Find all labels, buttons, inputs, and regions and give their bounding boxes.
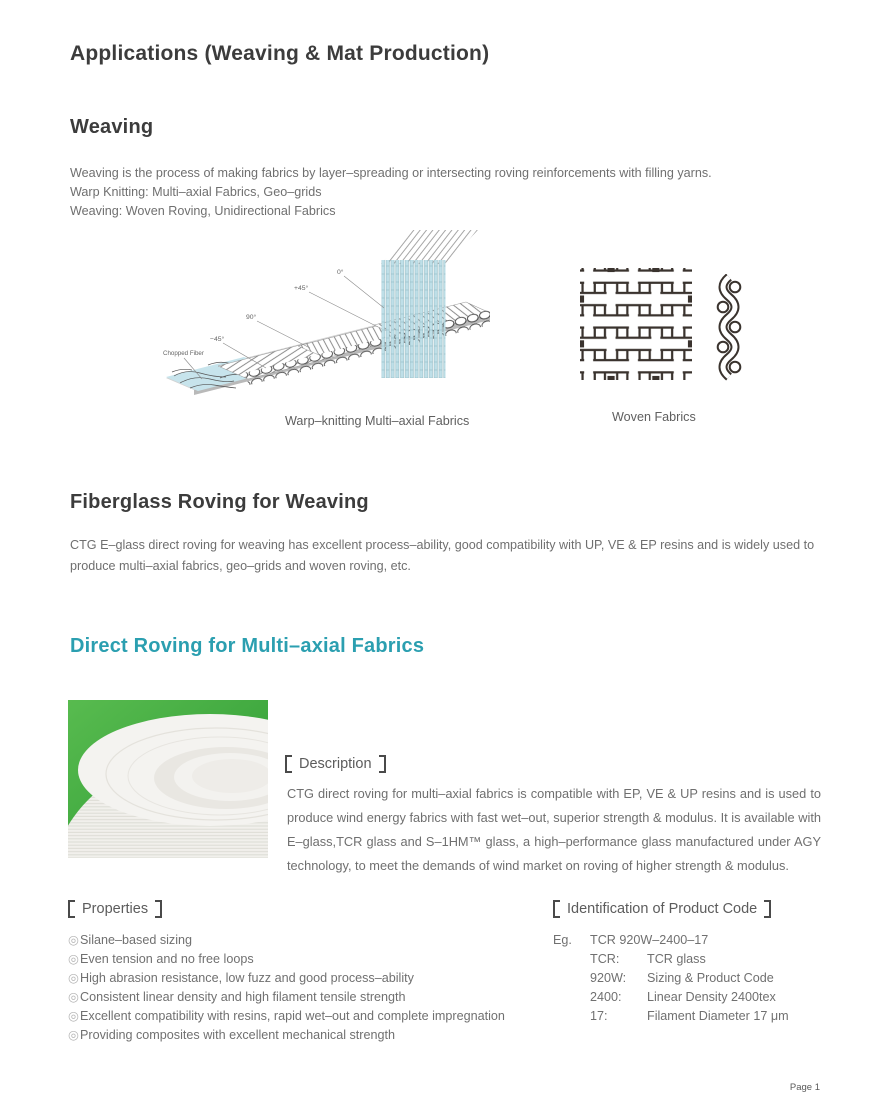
property-text: High abrasion resistance, low fuzz and good process–ability <box>80 971 414 985</box>
weaving-intro <box>70 164 830 221</box>
example-code: TCR 920W–2400–17 <box>590 933 709 947</box>
weave-cross-section-icon <box>712 274 746 382</box>
ring-bullet-icon: ◎ <box>68 971 79 985</box>
property-text: Excellent compatibility with resins, rapid wet–out and complete impregnation <box>80 1009 505 1023</box>
right-bracket-icon <box>764 900 771 918</box>
code-key: 920W: <box>590 971 627 985</box>
product-code-heading-label: Identification of Product Code <box>567 901 758 917</box>
multiaxial-caption: Warp–knitting Multi–axial Fabrics <box>285 414 470 428</box>
page-title: Applications (Weaving & Mat Production) <box>70 42 490 65</box>
label-minus45: −45° <box>210 336 225 343</box>
property-item <box>68 931 538 950</box>
property-item <box>68 1026 538 1045</box>
code-key: 17: <box>590 1009 608 1023</box>
property-item <box>68 950 538 969</box>
properties-heading-label: Properties <box>82 901 149 917</box>
property-text: Silane–based sizing <box>80 933 193 947</box>
fiberglass-section-title: Fiberglass Roving for Weaving <box>70 491 369 513</box>
ring-bullet-icon: ◎ <box>68 952 79 966</box>
left-bracket-icon <box>68 900 75 918</box>
product-section-title: Direct Roving for Multi–axial Fabrics <box>70 635 425 657</box>
property-text: Even tension and no free loops <box>80 952 254 966</box>
intro-line: Warp Knitting: Multi–axial Fabrics, Geo–grids <box>70 185 322 199</box>
properties-heading <box>68 900 162 918</box>
product-code-heading <box>553 900 771 918</box>
intro-line: Weaving: Woven Roving, Unidirectional Fabrics <box>70 204 336 218</box>
left-bracket-icon <box>285 755 292 773</box>
properties-list <box>68 931 538 1045</box>
code-key: 2400: <box>590 990 622 1004</box>
description-body: CTG direct roving for multi–axial fabrics is compatible with EP, VE & UP resins and is used to produce wind energy fabrics with fast wet–out, superior strength & modulus. It is available with E–glass,TCR glass and S–1HM™ glass, a high–performance glass manufactured under AGY technology, to meet the demands of wind market on roving of higher strength & modulus. <box>287 786 821 873</box>
woven-fabric-illustration <box>580 268 692 380</box>
code-value: Sizing & Product Code <box>647 971 774 985</box>
fiberglass-section-body: CTG E–glass direct roving for weaving has excellent process–ability, good compatibility with UP, VE & EP resins and is widely used to produce multi–axial fabrics, geo–grids and woven roving, etc. <box>70 538 815 573</box>
property-text: Providing composites with excellent mechanical strength <box>80 1028 395 1042</box>
code-value: Linear Density 2400tex <box>647 990 776 1004</box>
property-item <box>68 988 538 1007</box>
ring-bullet-icon: ◎ <box>68 1028 79 1042</box>
right-bracket-icon <box>155 900 162 918</box>
vertical-strands-0deg <box>382 260 446 378</box>
right-bracket-icon <box>379 755 386 773</box>
product-code-example <box>553 931 833 950</box>
code-row <box>590 1007 833 1026</box>
ring-bullet-icon: ◎ <box>68 933 79 947</box>
multiaxial-fabric-diagram <box>160 226 490 414</box>
left-bracket-icon <box>553 900 560 918</box>
strand-fan-lines <box>381 230 478 264</box>
code-row <box>590 988 833 1007</box>
ring-bullet-icon: ◎ <box>68 1009 79 1023</box>
ring-bullet-icon: ◎ <box>68 990 79 1004</box>
property-item <box>68 969 538 988</box>
label-plus45: +45° <box>294 285 309 292</box>
weaving-section-title: Weaving <box>70 116 154 138</box>
description-heading-label: Description <box>299 756 372 772</box>
label-0deg: 0° <box>337 269 344 276</box>
description-heading <box>285 755 386 773</box>
label-90deg: 90° <box>246 314 257 321</box>
code-value: Filament Diameter 17 μm <box>647 1009 789 1023</box>
example-label: Eg. <box>553 933 572 947</box>
code-row <box>590 969 833 988</box>
woven-caption: Woven Fabrics <box>612 410 696 424</box>
code-value: TCR glass <box>647 952 706 966</box>
bundle-row <box>244 311 490 385</box>
intro-line: Weaving is the process of making fabrics by layer–spreading or intersecting roving reinforcements with filling yarns. <box>70 166 712 180</box>
page-number: Page 1 <box>789 1082 820 1093</box>
product-code-block <box>553 931 833 1026</box>
property-item <box>68 1007 538 1026</box>
code-row <box>590 950 833 969</box>
roving-product-photo <box>68 700 268 858</box>
label-chopped-fiber: Chopped Fiber <box>163 350 204 357</box>
code-key: TCR: <box>590 952 620 966</box>
property-text: Consistent linear density and high filament tensile strength <box>80 990 406 1004</box>
